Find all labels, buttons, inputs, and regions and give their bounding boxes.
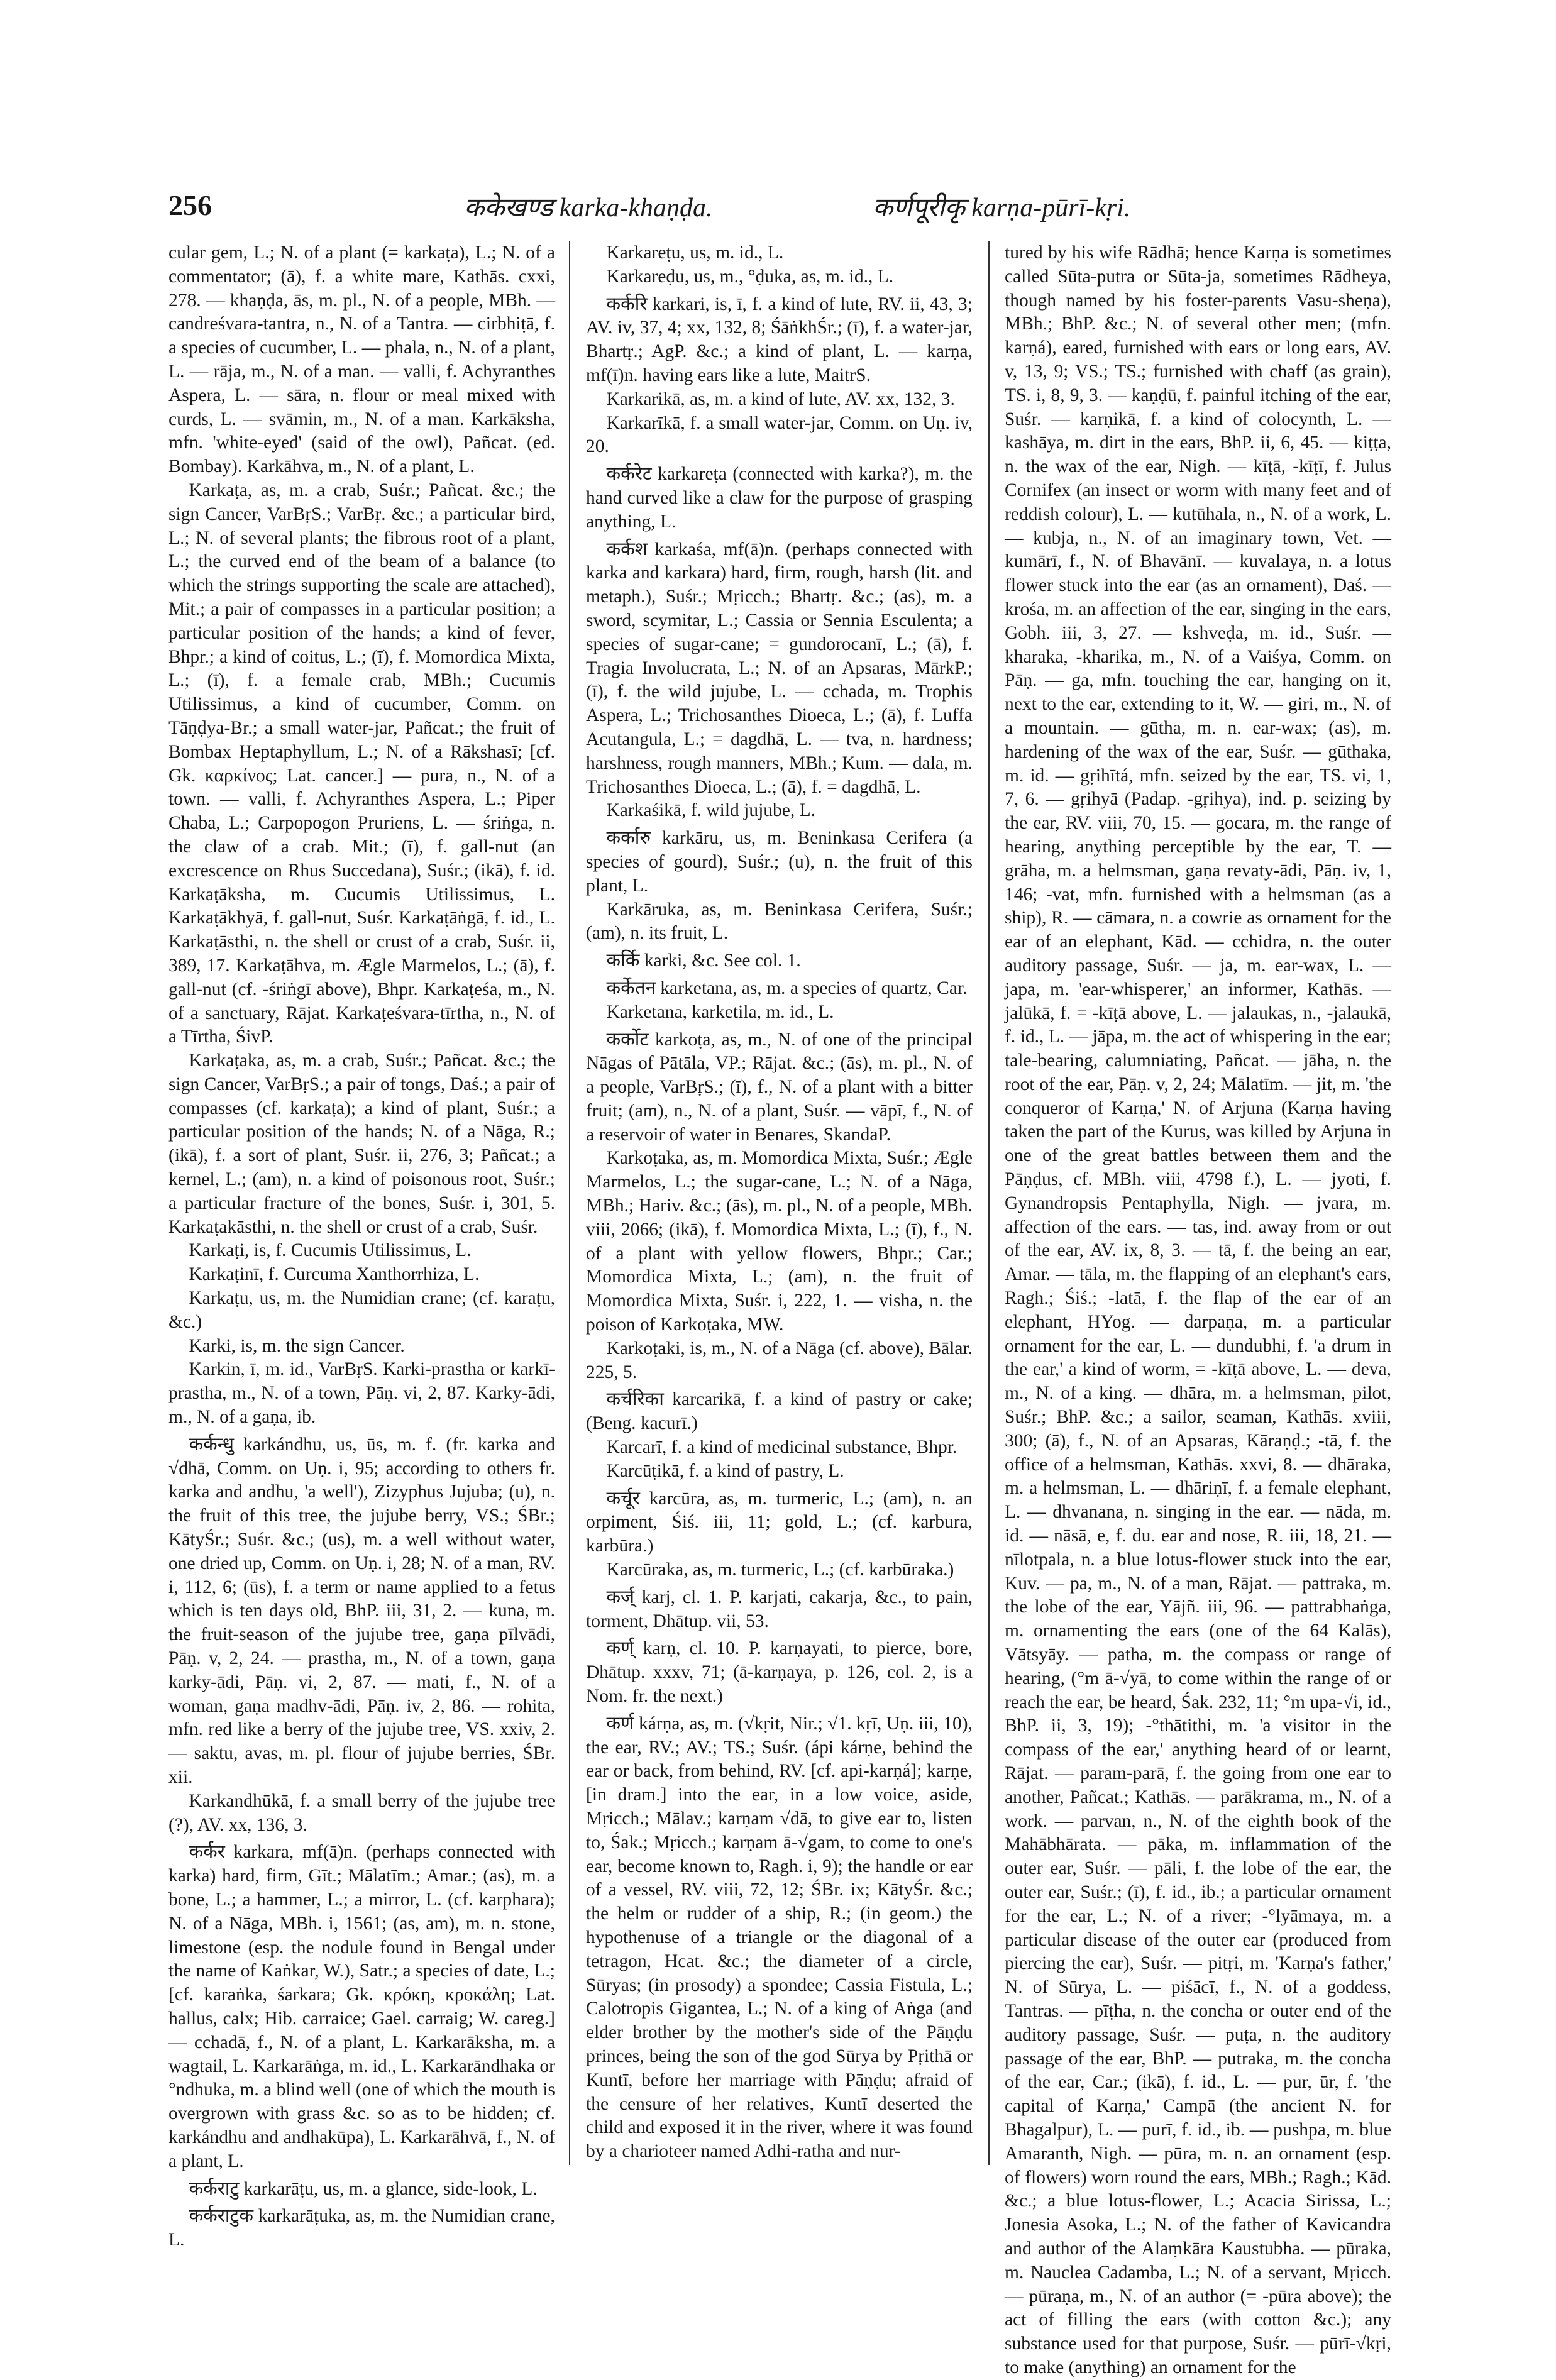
entry: Karkaṭinī, f. Curcuma Xanthorrhiza, L. [189,1264,480,1285]
entry: कर्केतन karketana, as, m. a species of quartz, Car. [606,978,968,998]
entry: Karcūṭikā, f. a kind of pastry, L. [606,1460,844,1481]
entry: कर्ज् karj, cl. 1. P. karjati, cakarja, &c., to pain, torment, Dhātup. vii, 53. [586,1587,973,1631]
entry: Karkaṭu, us, m. the Numidian crane; (cf. karaṭu, &c.) [168,1288,555,1332]
page-header [168,186,1391,230]
entry: कर्करेट karkareṭa (connected with karka?), m. the hand curved like a claw for the purpose of grasping anything, L. [586,464,973,532]
entry: कर्कि karki, &c. See col. 1. [606,950,801,971]
entry: Karketana, karketila, m. id., L. [606,1001,834,1022]
page-number: 256 [168,189,212,221]
entry: Karkoṭaki, is, m., N. of a Nāga (cf. above), Bālar. 225, 5. [586,1338,973,1382]
entry: Karkandhūkā, f. a small berry of the jujube tree (?), AV. xx, 136, 3. [168,1790,555,1835]
entry: Karkareṭu, us, m. id., L. [606,243,784,263]
entry: Karkarikā, as, m. a kind of lute, AV. xx, 132, 3. [606,388,955,409]
entry: Karcūraka, as, m. turmeric, L.; (cf. karbūraka.) [606,1560,954,1580]
text-columns [168,241,1391,2377]
entry: कर्कश karkaśa, mf(ā)n. (perhaps connected with karka and karkara) hard, firm, rough, harsh (lit. and metaph.), Suśr.; Mṛicch.; Bhartṛ. &c.; (as), m. a sword, scymitar, L.; Cassia or Sennia Esculenta; a species of sugar-cane; = gundorocanī, L.; (ā), f. Tragia Involucrata, L.; N. of an Apsaras, MārkP.; (ī), f. the wild jujube, L. — cchada, m. Trophis Aspera, L.; Trichosanthes Dioeca, L.; (ā), f. Luffa Acutangula, L.; = dagdhā, L. — tva, n. hardness; harshness, rough manners, MBh.; Kum. — dala, m. Trichosanthes Dioeca, L.; (ā), f. = dagdhā, L. [586,539,973,797]
entry: Karkaṭa, as, m. a crab, Suśr.; Pañcat. &c.; the sign Cancer, VarBṛS.; VarBṛ. &c.; a particular bird, L.; N. of several plants; the fibrous root of a plant, L.; the curved end of the beam of a balance (to which the strings supporting the scale are attached), Mit.; a pair of compasses in a particular position; a particular position of the hands; a kind of fever, Bhpr.; a kind of coitus, L.; (ī), f. Momordica Mixta, L.; (ī), f. a female crab, MBh.; Cucumis Utilissimus, a kind of cucumber, Comm. on Tāṇḍya-Br.; a small water-jar, Pañcat.; the fruit of Bombax Heptaphyllum, L.; N. of a Rākshasī; [cf. Gk. καρκίνος; Lat. cancer.] — pura, n., N. of a town. — valli, f. Achyranthes Aspera, L.; Piper Chaba, L.; Carpopogon Pruriens, L. — śriṅga, n. the claw of a crab. Mit.; (ī), f. gall-nut (an excrescence on Rhus Succedana), Suśr.; (ikā), f. id. Karkaṭāksha, m. Cucumis Utilissimus, L. Karkaṭākhyā, f. gall-nut, Suśr. Karkaṭāṅgā, f. id., L. Karkaṭāsthi, n. the shell or crust of a crab, Suśr. ii, 389, 17. Karkaṭāhva, m. Ægle Marmelos, L.; (ā), f. gall-nut (cf. -śriṅgī above), Bhpr. Karkaṭeśa, m., N. of a sanctuary, Rājat. Karkaṭeśvara-tīrtha, n., N. of a Tīrtha, ŚivP. [168,480,555,1047]
column-3 [1005,241,1391,2377]
entry: Karkarīkā, f. a small water-jar, Comm. on Uṇ. iv, 20. [586,412,973,457]
entry: कर्ण kárṇa, as, m. (√kṛit, Nir.; √1. kṛī, Uṇ. iii, 10), the ear, RV.; AV.; TS.; Suśr. (ápi kárṇe, behind the ear or back, from behind, RV. [cf. api-karṇá]; karṇe, [in dram.] into the ear, in a low voice, aside, Mṛicch.; Mālav.; karṇam √dā, to give ear to, listen to, Śak.; Mṛicch.; karṇam ā-√gam, to come to one's ear, become known to, Ragh. i, 9); the handle or ear of a vessel, RV. viii, 72, 12; ŚBr. ix; KātyŚr. &c.; the helm or rudder of a ship, R.; (in geom.) the hypothenuse of a triangle or the diagonal of a tetragon, Hcat. &c.; the diameter of a circle, Sūryas; (in prosody) a spondee; Cassia Fistula, L.; Calotropis Gigantea, L.; N. of a king of Aṅga (and elder brother by the mother's side of the Pāṇḍu princes, being the son of the god Sūrya by Pṛithā or Kuntī, before her marriage with Pāṇḍu; afraid of the censure of her relatives, Kuntī deserted the child and exposed it in the river, where it was found by a charioteer named Adhi-ratha and nur- [586,1713,973,2162]
entry: Karkāruka, as, m. Beninkasa Cerifera, Suśr.; (am), n. its fruit, L. [586,899,973,944]
entry: कर्करि karkari, is, ī, f. a kind of lute, RV. ii, 43, 3; AV. iv, 37, 4; xx, 132, 8; ŚāṅkhŚr.; (ī), f. a water-jar, Bhartṛ.; AgP. &c.; a kind of plant, L. — karṇa, mf(ī)n. having ears like a lute, MaitrS. [586,294,973,385]
entry: कर्कराटु karkarāṭu, us, m. a glance, side-look, L. [189,2178,538,2199]
entry: Karkoṭaka, as, m. Momordica Mixta, Suśr.; Ægle Marmelos, L.; the sugar-cane, L.; N. of a Nāga, MBh.; Hariv. &c.; (ās), m. pl., N. of a people, MBh. viii, 2066; (ikā), f. Momordica Mixta, L.; (ī), f., N. of a plant with yellow flowers, Bhpr.; Car.; Momordica Mixta, L.; (am), n. the fruit of Momordica Mixta, Suśr. i, 222, 1. — visha, n. the poison of Karkoṭaka, MW. [586,1148,973,1335]
entry: कर्कारु karkāru, us, m. Beninkasa Cerifera (a species of gourd), Suśr.; (u), n. the fruit of this plant, L. [586,828,973,896]
entry: कर्ण् karṇ, cl. 10. P. karṇayati, to pierce, bore, Dhātup. xxxv, 71; (ā-karṇaya, p. 126, col. 2, is a Nom. fr. the next.) [586,1638,973,1707]
entry: कर्चरिका karcarikā, f. a kind of pastry or cake; (Beng. kacurī.) [586,1389,973,1434]
running-head-left: ककेखण्ड karka-khaṇḍa. [464,194,713,223]
column-2 [586,241,973,2165]
entry: tured by his wife Rādhā; hence Karṇa is sometimes called Sūta-putra or Sūta-ja, sometimes Rādheya, though named by his foster-parents Vasu-sheṇa), MBh.; BhP. &c.; N. of several other men; (mfn. karṇá), eared, furnished with ears or long ears, AV. v, 13, 9; VS.; TS.; furnished with chaff (as grain), TS. i, 8, 9, 3. — kaṇḍū, f. painful itching of the ear, Suśr. — karṇikā, f. a kind of colocynth, L. — kashāya, m. dirt in the ears, BhP. ii, 6, 45. — kiṭṭa, n. the wax of the ear, Nigh. — kīṭā, -kīṭī, f. Julus Cornifex (an insect or worm with many feet and of reddish colour), L. — kutūhala, n., N. of a work, L. — kubja, n., N. of an imaginary town, Vet. — kumārī, f., N. of Bhavānī. — kuvalaya, n. a lotus flower stuck into the ear (as an ornament), Daś. — krośa, m. an affection of the ear, singing in the ears, Gobh. iii, 3, 27. — kshveḍa, m. id., Suśr. — kharaka, -kharika, m., N. of a Vaiśya, Comm. on Pāṇ. — ga, mfn. touching the ear, hanging on it, next to the ear, extending to it, W. — giri, m., N. of a mountain. — gūtha, m. n. ear-wax; (as), m. hardening of the wax of the ear, Suśr. — gūthaka, m. id. — gṛihītá, mfn. seized by the ear, TS. vi, 1, 7, 6. — gṛihyā (Padap. -gṛihya), ind. p. seizing by the ear, RV. viii, 70, 15. — gocara, m. the range of hearing, anything perceptible by the ear, T. — grāha, m. a helmsman, gaṇa revaty-ādi, Pāṇ. iv, 1, 146; -vat, mfn. furnished with a helmsman (as a ship), R. — cāmara, n. a cowrie as ornament for the ear of an elephant, Kād. — cchidra, n. the outer auditory passage, Suśr. — ja, m. ear-wax, L. — japa, m. 'ear-whisperer,' an informer, Kathās. — jalūkā, f. = -kīṭā above, L. — jalaukas, n., -jalaukā, f. id., L. — jāpa, m. the act of whispering in the ear; tale-bearing, calumniating, Pañcat. — jāha, n. the root of the ear, Pāṇ. v, 2, 24; Mālatīm. — jit, m. 'the conqueror of Karṇa,' N. of Arjuna (Karṇa having taken the part of the Kurus, was killed by Arjuna in one of the great battles between them and the Pāṇḍus, cf. MBh. viii, 4798 f.), L. — jyoti, f. Gynandropsis Pentaphylla, Nigh. — jvara, m. affection of the ears. — tas, ind. away from or out of the ear, AV. ix, 8, 3. — tā, f. the being an ear, Amar. — tāla, m. the flapping of an elephant's ears, Ragh.; Śiś.; -latā, f. the flap of the ear of an elephant, HYog. — darpaṇa, m. a particular ornament for the ear, L. — dundubhi, f. 'a drum in the ear,' a kind of worm, = -kīṭā above, L. — deva, m., N. of a king. — dhāra, m. a helmsman, pilot, Suśr.; BhP. &c.; a sailor, seaman, Kathās. xviii, 300; (ā), f., N. of an Apsaras, Kāraṇḍ.; -tā, f. the office of a helmsman, Kathās. xxvi, 8. — dhāraka, m. a helmsman, L. — dhāriṇī, f. a female elephant, L. — dhvanana, n. singing in the ear. — nāda, m. id. — nāsā, e, f. du. ear and nose, R. iii, 18, 21. — nīlotpala, n. a blue lotus-flower stuck into the ear, Kuv. — pa, m., N. of a man, Rājat. — pattraka, m. the lobe of the ear, Yājñ. iii, 96. — pattrabhaṅga, m. ornamenting the ears (one of the 64 Kalās), Vātsyāy. — patha, m. the compass or range of hearing, (°m ā-√yā, to come within the range of or reach the ear, be heard, Śak. 232, 11; °m upa-√i, id., BhP. ii, 3, 19); -°thātithi, m. 'a visitor in the compass of the ear,' anything heard of or learnt, Rājat. — param-parā, f. the going from one ear to another, Pañcat.; Kathās. — parākrama, m., N. of a work. — parvan, n., N. of the eighth book of the Mahābhārata. — pāka, m. inflammation of the outer ear, Suśr. — pāli, f. the lobe of the ear, the outer ear, Suśr.; (ī), f. id., ib.; a particular ornament for the ear, L.; N. of a river; -°lyāmaya, m. a particular disease of the outer ear (produced from piercing the ear), Suśr. — pitṛi, m. 'Karṇa's father,' N. of Sūrya, L. — piśācī, f., N. of a goddess, Tantras. — pīṭha, n. the concha or outer end of the auditory passage, Suśr. — puṭa, n. the auditory passage of the ear, BhP. — putraka, m. the concha of the ear, Car.; (ikā), f. id., L. — pur, ūr, f. 'the capital of Karṇa,' Campā (the ancient N. for Bhagalpur), L. — purī, f. id., ib. — pushpa, m. blue Amaranth, Nigh. — pūra, m. n. an ornament (esp. of flowers) worn round the ears, MBh.; Ragh.; Kād. &c.; a blue lotus-flower, L.; Acacia Sirissa, L.; Jonesia Asoka, L.; N. of the father of Kavicandra and author of the Alaṃkāra Kaustubha. — pūraka, m. Nauclea Cadamba, L.; N. of a servant, Mṛicch. — pūraṇa, m., N. of an author (= -pūra above); the act of filling the ears (with cotton &c.); any substance used for that purpose, Suśr. — pūrī-√kṛi, to make (anything) an ornament for the [1005,243,1391,2377]
entry: Karkaṭi, is, f. Cucumis Utilissimus, L. [189,1240,472,1261]
entry: कर्कन्धु karkándhu, us, ūs, m. f. (fr. karka and √dhā, Comm. on Uṇ. i, 95; according to others fr. karka and andhu, 'a well'), Zizyphus Jujuba; (u), n. the fruit of this tree, the jujube berry, VS.; ŚBr.; KātyŚr.; Suśr. &c.; (us), m. a well without water, one dried up, Comm. on Uṇ. i, 28; N. of a man, RV. i, 112, 6; (ūs), f. a term or name applied to a fetus which is ten days old, BhP. iii, 31, 2. — kuna, m. the fruit-season of the jujube tree, gaṇa pīlvādi, Pāṇ. v, 2, 24. — prastha, m., N. of a town, gaṇa karky-ādi, Pāṇ. vi, 2, 87. — mati, f., N. of a woman, gaṇa madhv-ādi, Pāṇ. iv, 2, 86. — rohita, mfn. red like a berry of the jujube tree, VS. xxiv, 2. — saktu, avas, m. pl. flour of jujube berries, ŚBr. xii. [168,1434,555,1787]
running-head-right: कर्णपूरीकृ karṇa-pūrī-kṛi. [873,194,1131,223]
entry: Karki, is, m. the sign Cancer. [189,1335,405,1356]
entry: Karkaśikā, f. wild jujube, L. [606,800,816,821]
entry: कर्कराटुक karkarāṭuka, as, m. the Numidian crane, L. [168,2206,555,2251]
entry: Karkaṭaka, as, m. a crab, Suśr.; Pañcat. &c.; the sign Cancer, VarBṛS.; a pair of tongs, Daś.; a pair of compasses (cf. karkaṭa); a kind of plant, Suśr.; a particular position of the hands; N. of a Nāga, R.; (ikā), f. a sort of plant, Suśr. ii, 276, 3; Pañcat.; a kernel, L.; (am), n. a kind of poisonous root, Suśr.; a particular fracture of the bones, Suśr. i, 301, 5. Karkaṭakāsthi, n. the shell or crust of a crab, Suśr. [168,1050,555,1237]
entry: कर्कर karkara, mf(ā)n. (perhaps connected with karka) hard, firm, Gīt.; Mālatīm.; Amar.; (as), m. a bone, L.; a hammer, L.; a mirror, L. (cf. karphara); N. of a Nāga, MBh. i, 1561; (as, am), m. n. stone, limestone (esp. the nodule found in Bengal under the name of Kaṅkar, W.), Satr.; a species of date, L.; [cf. karaṅka, śarkara; Gk. κρόκη, κροκάλη; Lat. hallus, calx; Hib. carraice; Gael. carraig; W. careg.] — cchadā, f., N. of a plant, L. Karkarāksha, m. a wagtail, L. Karkarāṅga, m. id., L. Karkarāndhaka or °ndhuka, m. a blind well (one of which the mouth is overgrown with grass &c. so as to be hidden; cf. karkándhu and andhakūpa), L. Karkarāhvā, f., N. of a plant, L. [168,1842,555,2171]
column-1 [168,241,555,2251]
entry: Karkin, ī, m. id., VarBṛS. Karki-prastha or karkī-prastha, m., N. of a town, Pāṇ. vi, 2, 87. Karky-ādi, m., N. of a gaṇa, ib. [168,1359,555,1428]
entry: cular gem, L.; N. of a plant (= karkaṭa), L.; N. of a commentator; (ā), f. a white mare, Kathās. cxxi, 278. — khaṇḍa, ās, m. pl., N. of a people, MBh. — candreśvara-tantra, n., N. of a Tantra. — cirbhiṭā, f. a species of cucumber, L. — phala, n., N. of a plant, L. — rāja, m., N. of a man. — valli, f. Achyranthes Aspera, L. — sāra, n. flour or meal mixed with curds, L. — svāmin, m., N. of a man. Karkāksha, mfn. 'white-eyed' (said of the owl), Pañcat. (ed. Bombay). Karkāhva, m., N. of a plant, L. [168,243,555,477]
entry: कर्चूर karcūra, as, m. turmeric, L.; (am), n. an orpiment, Śiś. iii, 11; gold, L.; (cf. karbura, karbūra.) [586,1488,973,1556]
entry: Karkareḍu, us, m., °ḍuka, as, m. id., L. [606,266,894,287]
entry: कर्कोट karkoṭa, as, m., N. of one of the principal Nāgas of Pātāla, VP.; Rājat. &c.; (ās), m. pl., N. of a people, VarBṛS.; (ī), f., N. of a plant with a bitter fruit; (am), n., N. of a plant, Suśr. — vāpī, f., N. of a reservoir of water in Benares, SkandaP. [586,1029,973,1145]
entry: Karcarī, f. a kind of medicinal substance, Bhpr. [606,1437,957,1458]
